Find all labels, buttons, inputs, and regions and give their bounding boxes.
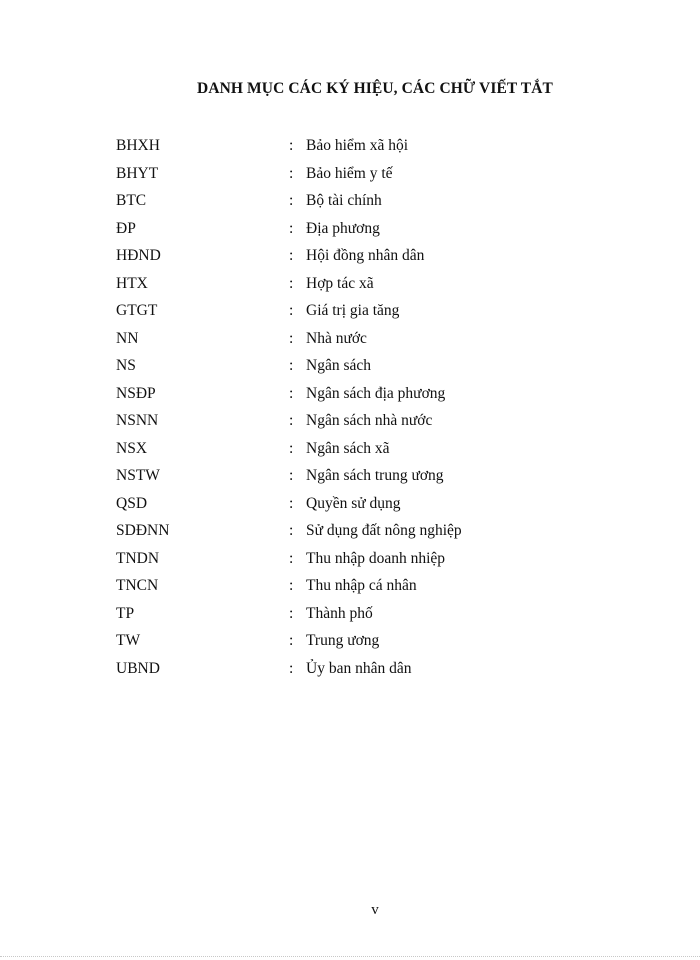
abbreviation-meaning: Bảo hiểm xã hội: [306, 137, 409, 154]
page-title: DANH MỤC CÁC KÝ HIỆU, CÁC CHỮ VIẾT TẮT: [197, 80, 553, 97]
abbreviation-code: NSNN: [116, 412, 159, 429]
abbreviation-separator: :: [289, 549, 294, 567]
abbreviation-separator: :: [289, 357, 294, 374]
abbreviation-separator: :: [289, 412, 294, 429]
abbreviation-separator: :: [289, 302, 294, 319]
abbreviation-row: [0, 549, 700, 577]
page-number: v: [371, 902, 379, 918]
abbreviation-row: [0, 411, 700, 439]
abbreviation-list: [0, 136, 700, 686]
abbreviation-separator: :: [289, 494, 294, 512]
abbreviation-separator: :: [289, 274, 294, 292]
abbreviation-meaning: Ngân sách nhà nước: [306, 412, 433, 429]
abbreviation-code: TW: [116, 632, 141, 649]
abbreviation-meaning: Nhà nước: [306, 329, 367, 347]
abbreviation-meaning: Ngân sách xã: [306, 439, 390, 457]
abbreviation-row: [0, 356, 700, 384]
abbreviation-code: HTX: [116, 274, 148, 292]
abbreviation-separator: :: [289, 577, 294, 594]
abbreviation-meaning: Thu nhập doanh nhiệp: [306, 549, 446, 567]
abbreviation-separator: :: [289, 659, 294, 677]
abbreviation-code: UBND: [116, 659, 160, 677]
abbreviation-row: [0, 631, 700, 659]
abbreviation-meaning: Ngân sách địa phương: [306, 384, 446, 402]
abbreviation-code: NSTW: [116, 467, 160, 484]
abbreviation-row: [0, 246, 700, 274]
abbreviation-code: TNDN: [116, 549, 160, 567]
abbreviation-meaning: Địa phương: [306, 219, 380, 237]
abbreviation-row: [0, 329, 700, 357]
abbreviation-meaning: Bảo hiểm y tế: [306, 164, 393, 182]
abbreviation-row: [0, 191, 700, 219]
abbreviation-code: BHXH: [116, 137, 160, 154]
abbreviation-meaning: Hợp tác xã: [306, 274, 374, 292]
abbreviation-row: [0, 466, 700, 494]
abbreviation-meaning: Quyền sử dụng: [306, 494, 401, 512]
abbreviation-code: BTC: [116, 192, 147, 209]
abbreviation-meaning: Ủy ban nhân dân: [306, 659, 412, 677]
abbreviation-separator: :: [289, 467, 294, 484]
abbreviation-row: [0, 301, 700, 329]
abbreviation-separator: :: [289, 604, 294, 622]
abbreviation-row: [0, 384, 700, 412]
abbreviation-row: [0, 164, 700, 192]
abbreviation-row: [0, 521, 700, 549]
abbreviation-code: NSĐP: [116, 384, 156, 402]
abbreviation-meaning: Hội đồng nhân dân: [306, 247, 425, 264]
abbreviation-code: NS: [116, 357, 136, 374]
abbreviation-row: [0, 439, 700, 467]
abbreviation-separator: :: [289, 247, 294, 264]
abbreviation-row: [0, 659, 700, 687]
page-bottom-divider: [0, 956, 700, 957]
abbreviation-row: [0, 219, 700, 247]
abbreviation-separator: :: [289, 164, 294, 182]
abbreviation-code: ĐP: [116, 219, 136, 237]
abbreviation-separator: :: [289, 137, 294, 154]
abbreviation-meaning: Sử dụng đất nông nghiệp: [306, 522, 462, 539]
abbreviation-meaning: Ngân sách: [306, 357, 371, 374]
abbreviation-row: [0, 494, 700, 522]
abbreviation-separator: :: [289, 219, 294, 237]
abbreviation-meaning: Giá trị gia tăng: [306, 302, 400, 319]
abbreviation-separator: :: [289, 439, 294, 457]
abbreviation-separator: :: [289, 329, 294, 347]
abbreviation-code: HĐND: [116, 247, 161, 264]
abbreviation-code: TNCN: [116, 577, 159, 594]
abbreviation-row: [0, 576, 700, 604]
abbreviation-separator: :: [289, 632, 294, 649]
abbreviation-code: NN: [116, 329, 139, 347]
abbreviation-meaning: Ngân sách trung ương: [306, 467, 444, 484]
abbreviation-meaning: Thành phố: [306, 604, 373, 622]
abbreviation-code: GTGT: [116, 302, 158, 319]
abbreviation-row: [0, 604, 700, 632]
abbreviation-code: QSD: [116, 494, 148, 512]
abbreviation-separator: :: [289, 192, 294, 209]
abbreviation-row: [0, 274, 700, 302]
abbreviation-separator: :: [289, 522, 294, 539]
abbreviation-meaning: Thu nhập cá nhân: [306, 577, 417, 594]
abbreviation-meaning: Trung ương: [306, 632, 380, 649]
abbreviation-meaning: Bộ tài chính: [306, 192, 382, 209]
abbreviation-code: NSX: [116, 439, 148, 457]
abbreviation-row: [0, 136, 700, 164]
abbreviation-code: TP: [116, 604, 135, 622]
abbreviation-code: SDĐNN: [116, 522, 170, 539]
abbreviation-code: BHYT: [116, 164, 159, 182]
abbreviation-separator: :: [289, 384, 294, 402]
